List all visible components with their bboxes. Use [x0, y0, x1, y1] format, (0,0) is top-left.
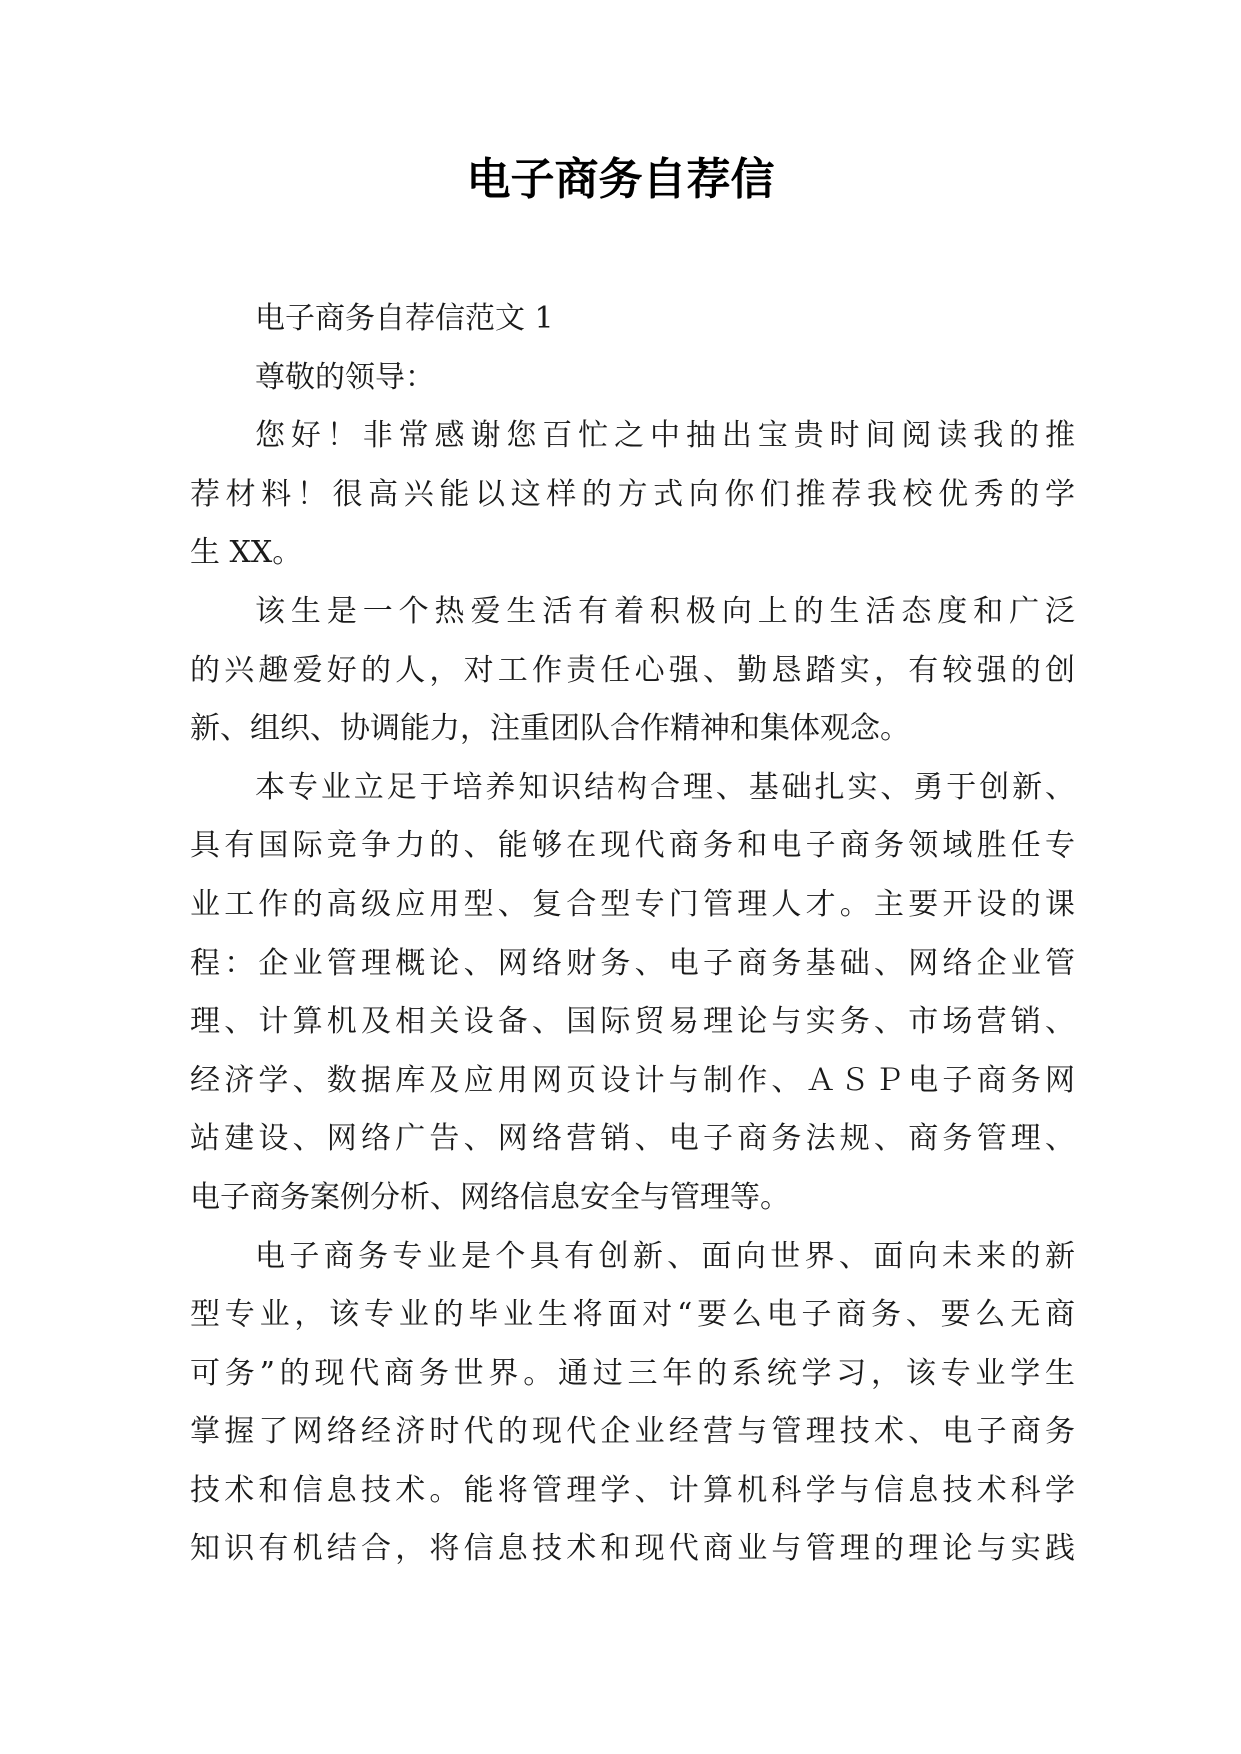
text-line: 可务”的现代商务世界。通过三年的系统学习，该专业学生	[190, 1355, 1075, 1391]
text-line: 具有国际竞争力的、能够在现代商务和电子商务领域胜任专	[190, 828, 1075, 864]
text-line: 电子商务自荐信范文 1	[255, 301, 554, 336]
text-line: 新、组织、协调能力，注重团队合作精神和集体观念。	[190, 711, 910, 747]
document-body	[190, 290, 1075, 1579]
text-line: 程：企业管理概论、网络财务、电子商务基础、网络企业管	[190, 945, 1075, 981]
text-line: 电子商务案例分析、网络信息安全与管理等。	[190, 1179, 790, 1215]
text-line: 业工作的高级应用型、复合型专门管理人才。主要开设的课	[190, 886, 1075, 922]
text-line: 电子商务专业是个具有创新、面向世界、面向未来的新	[255, 1238, 1075, 1274]
document-title: 电子商务自荐信	[466, 154, 775, 205]
text-line: 您好！非常感谢您百忙之中抽出宝贵时间阅读我的推	[255, 418, 1075, 454]
text-line: 型专业，该专业的毕业生将面对“要么电子商务、要么无商	[190, 1297, 1075, 1333]
text-line: 该生是一个热爱生活有着积极向上的生活态度和广泛	[255, 593, 1075, 629]
text-line: 站建设、网络广告、网络营销、电子商务法规、商务管理、	[190, 1121, 1075, 1157]
text-line: 本专业立足于培养知识结构合理、基础扎实、勇于创新、	[255, 769, 1075, 805]
text-line: 的兴趣爱好的人，对工作责任心强、勤恳踏实，有较强的创	[190, 652, 1075, 688]
text-line: 理、计算机及相关设备、国际贸易理论与实务、市场营销、	[190, 1004, 1075, 1040]
text-line: 经济学、数据库及应用网页设计与制作、ＡＳＰ电子商务网	[190, 1062, 1075, 1098]
text-line: 生 XX。	[190, 535, 303, 571]
text-line: 荐材料！很高兴能以这样的方式向你们推荐我校优秀的学	[190, 476, 1075, 512]
text-line: 知识有机结合，将信息技术和现代商业与管理的理论与实践	[190, 1531, 1075, 1567]
text-line: 技术和信息技术。能将管理学、计算机科学与信息技术科学	[190, 1472, 1075, 1508]
text-line: 掌握了网络经济时代的现代企业经营与管理技术、电子商务	[190, 1414, 1075, 1450]
text-line: 尊敬的领导：	[255, 359, 435, 395]
